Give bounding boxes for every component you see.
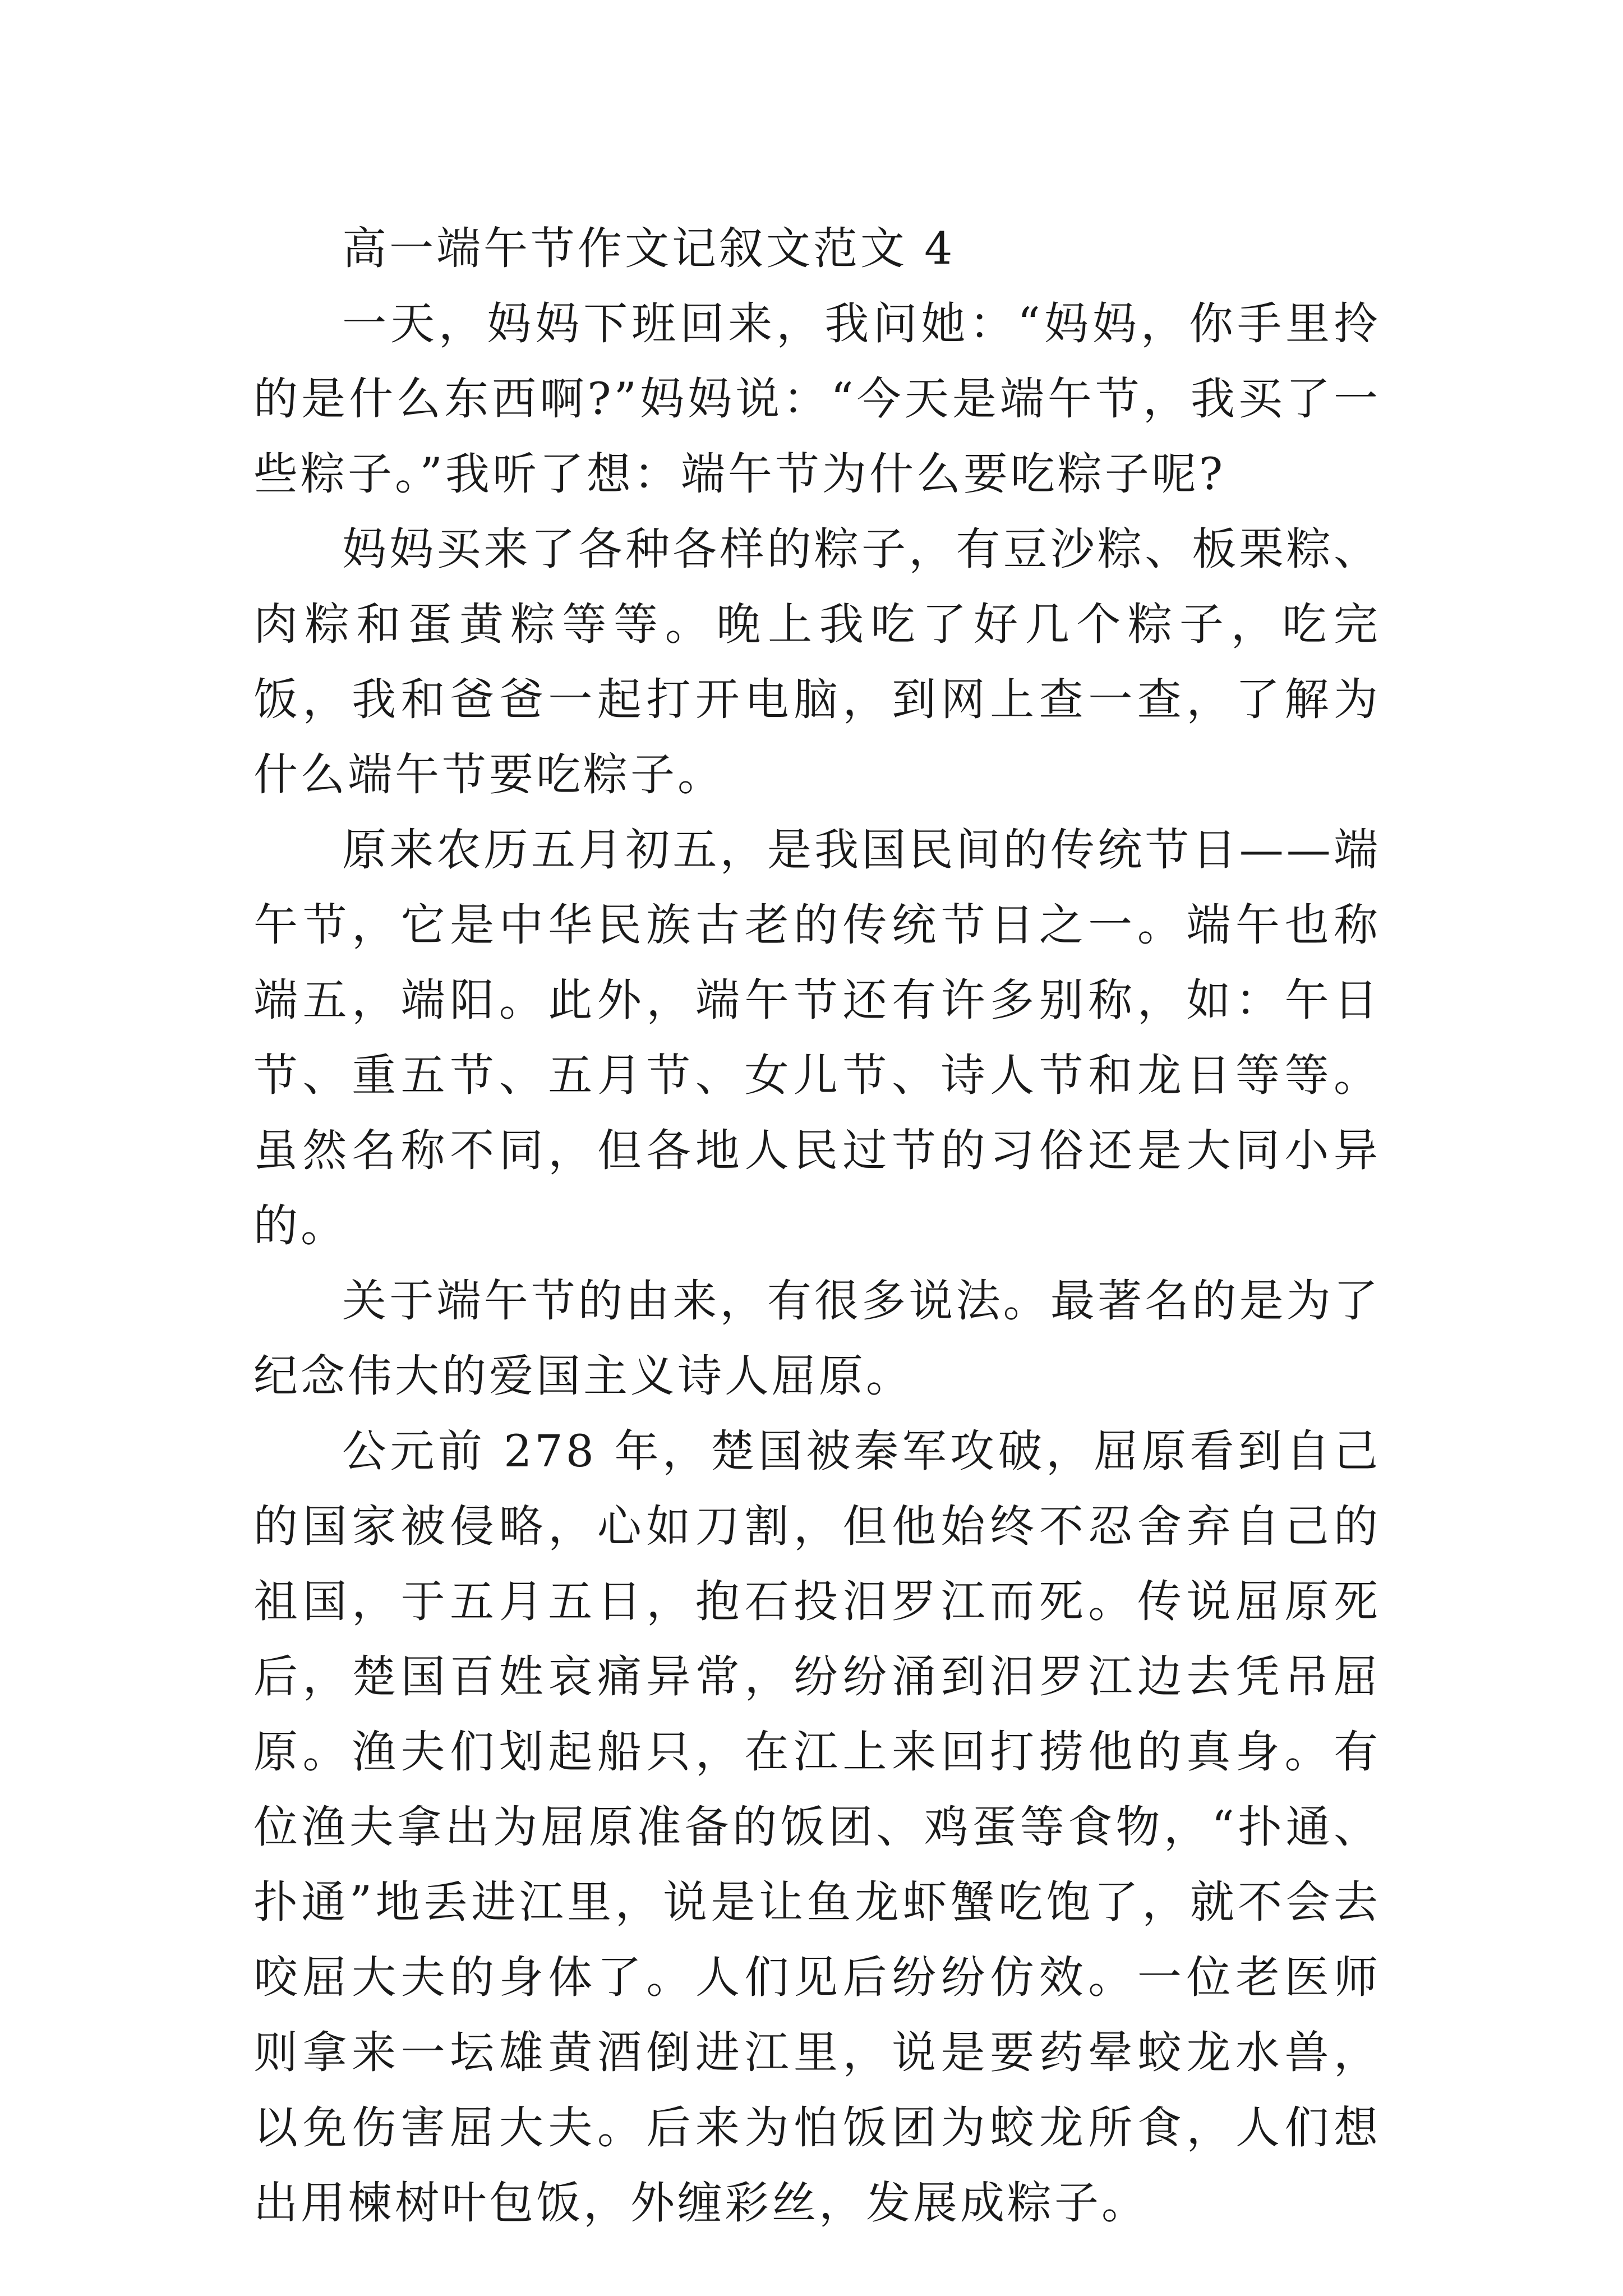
- paragraph-1: 一天，妈妈下班回来，我问她：“妈妈，你手里拎的是什么东西啊?”妈妈说：“今天是端午节，我买了一些粽子。”我听了想：端午节为什么要吃粽子呢?: [253, 298, 1381, 500]
- document-body: [253, 211, 1381, 2240]
- paragraph-4: 关于端午节的由来，有很多说法。最著名的是为了纪念伟大的爱国主义诗人屈原。: [253, 1275, 1381, 1402]
- paragraph-3: 原来农历五月初五，是我国民间的传统节日——端午节，它是中华民族古老的传统节日之一。端午也称端五，端阳。此外，端午节还有许多别称，如：午日节、重五节、五月节、女儿节、诗人节和龙日等等。虽然名称不同，但各地人民过节的习俗还是大同小异的。: [253, 824, 1381, 1251]
- paragraph-5: 公元前 278 年，楚国被秦军攻破，屈原看到自己的国家被侵略，心如刀割，但他始终不忍舍弃自己的祖国，于五月五日，抱石投汨罗江而死。传说屈原死后，楚国百姓哀痛异常，纷纷涌到汨罗江边去凭吊屈原。渔夫们划起船只，在江上来回打捞他的真身。有位渔夫拿出为屈原准备的饭团、鸡蛋等食物，“扑通、扑通”地丢进江里，说是让鱼龙虾蟹吃饱了，就不会去咬屈大夫的身体了。人们见后纷纷仿效。一位老医师则拿来一坛雄黄酒倒进江里，说是要药晕蛟龙水兽，以免伤害屈大夫。后来为怕饭团为蛟龙所食，人们想出用楝树叶包饭，外缠彩丝，发展成粽子。: [253, 1425, 1381, 2229]
- document-title: 高一端午节作文记叙文范文 4: [342, 223, 956, 274]
- paragraph-2: 妈妈买来了各种各样的粽子，有豆沙粽、板栗粽、肉粽和蛋黄粽等等。晚上我吃了好几个粽子，吃完饭，我和爸爸一起打开电脑，到网上查一查，了解为什么端午节要吃粽子。: [253, 523, 1381, 800]
